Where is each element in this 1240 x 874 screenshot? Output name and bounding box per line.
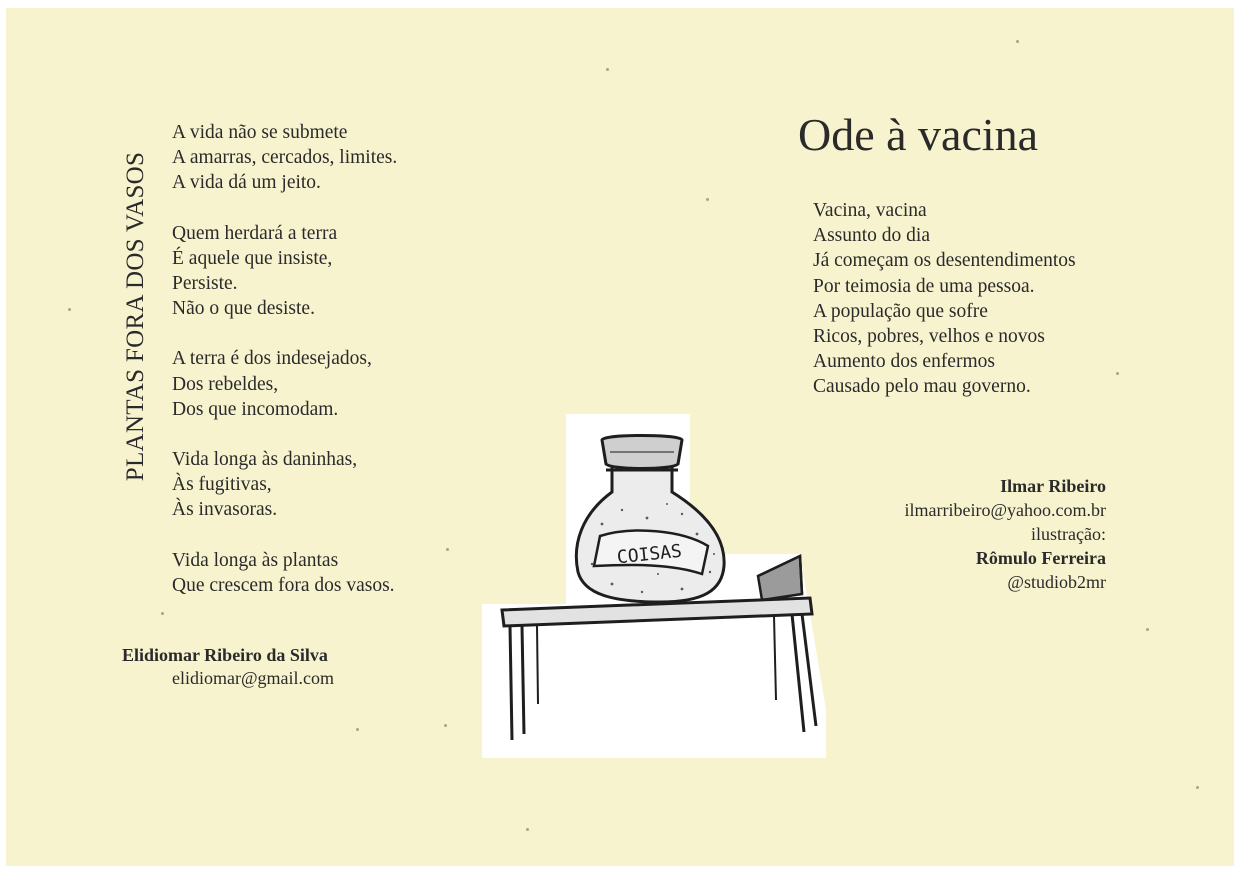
poem-line: Vacina, vacina [813,200,927,221]
poem-line: Quem herdará a terra [172,222,338,244]
poem-line: Não o que desiste. [172,298,315,320]
poem-line: Dos rebeldes, [172,373,279,395]
credits-block [904,474,1106,594]
author-name: Ilmar Ribeiro [1000,476,1106,496]
poem-line: A amarras, cercados, limites. [172,147,398,169]
poem-right [813,198,1076,400]
author-email: elidiomar@gmail.com [172,668,335,688]
poem-line: Às invasoras. [172,499,278,521]
illustrator-name: Rômulo Ferreira [975,548,1106,568]
illustration-label: ilustração: [1031,524,1106,544]
vertical-title [114,124,158,509]
poem-line: Que crescem fora dos vasos. [172,574,395,596]
poem-line: Causado pelo mau governo. [813,376,1031,398]
zine-page [6,8,1234,866]
stanza [172,447,397,523]
poem-line: Já começam os desentendimentos [813,250,1076,272]
illustrator-handle: @studiob2mr [1007,572,1106,592]
poem-line: Assunto do dia [813,225,930,247]
stanza [172,548,397,598]
stanza [172,120,397,196]
poem-line: Dos que incomodam. [172,398,339,420]
poem-line: Ricos, pobres, velhos e novos [813,326,1045,348]
poem-line: Aumento dos enfermos [813,351,995,373]
stanza [172,346,397,422]
poem-line: Vida longa às plantas [172,549,339,571]
author-name: Elidiomar Ribeiro da Silva [122,645,328,665]
jar-on-table-illustration [482,414,826,758]
poem-left [172,120,397,623]
poem-line: Por teimosia de uma pessoa. [813,275,1035,297]
author-email: ilmarribeiro@yahoo.com.br [904,500,1106,520]
poem-line: A população que sofre [813,300,988,322]
poem-title: Ode à vacina [798,109,1039,160]
poem-line: A vida dá um jeito. [172,172,321,194]
poem-line: Persiste. [172,273,238,295]
poem-line: A terra é dos indesejados, [172,348,372,370]
poem-line: É aquele que insiste, [172,247,333,269]
vertical-title-text: PLANTAS FORA DOS VASOS [122,151,149,482]
poem-line: Vida longa às daninhas, [172,449,358,471]
poem-line: A vida não se submete [172,122,348,143]
stanza [172,221,397,322]
poem-line: Às fugitivas, [172,474,272,496]
jar-label: COISAS [615,540,683,569]
author-block-left [122,644,334,690]
